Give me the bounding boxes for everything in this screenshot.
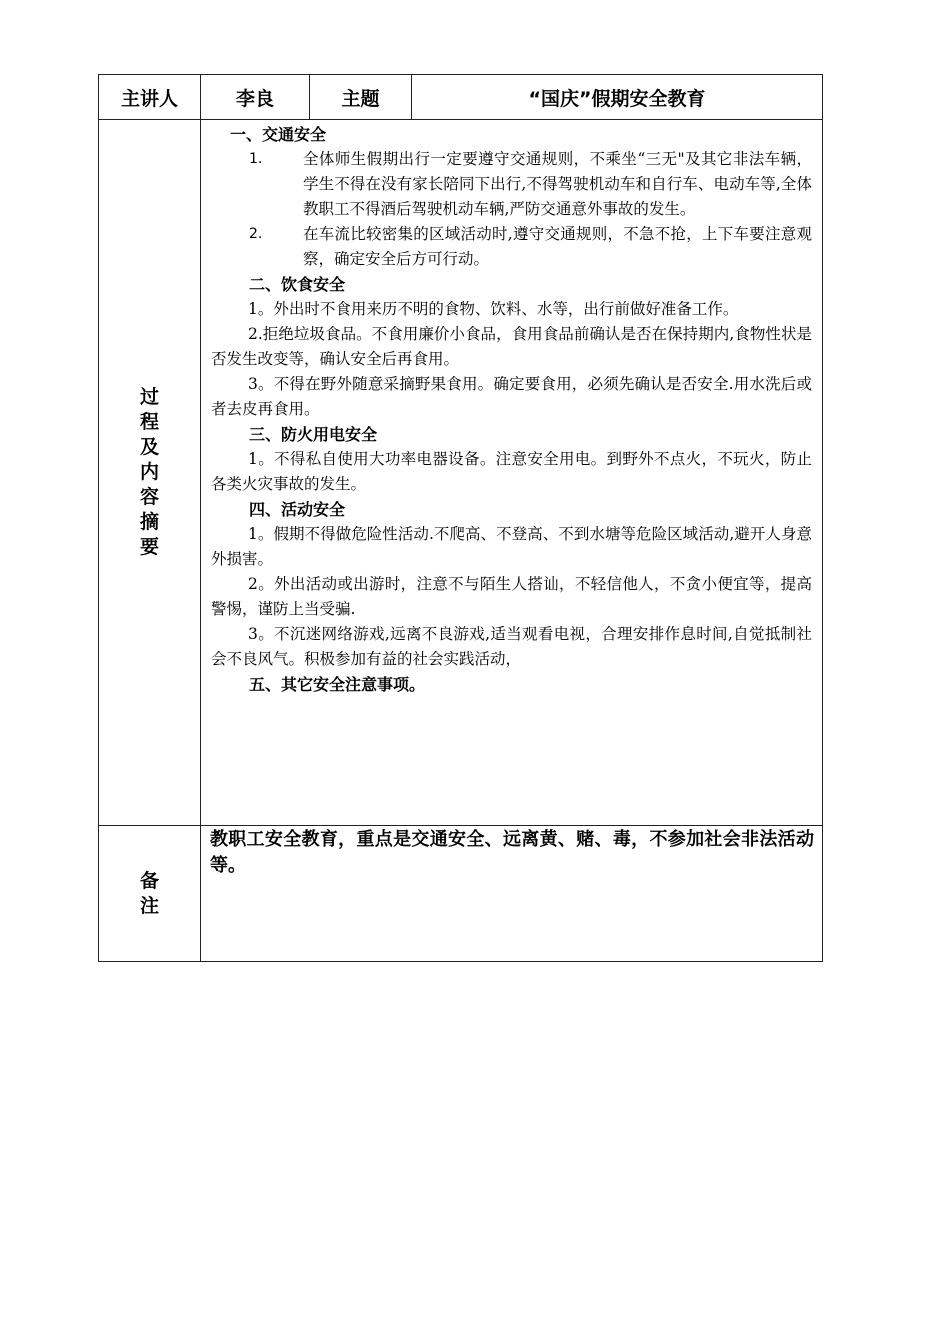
remarks-row bbox=[99, 826, 823, 962]
activity-item: 3。不沉迷网络游戏,远离不良游戏,适当观看电视，合理安排作息时间,自觉抵制社会不良风气。积极参加有益的社会实践活动， bbox=[211, 625, 812, 668]
section-heading-activity: 四、活动安全 bbox=[249, 500, 346, 519]
fire-item: 1。不得私自使用大功率电器设备。注意安全用电。到野外不点火，不玩火，防止各类火灾事故的发生。 bbox=[211, 450, 812, 493]
section-heading-traffic: 一、交通安全 bbox=[230, 125, 327, 144]
food-item: 3。不得在野外随意采摘野果食用。确定要食用，必须先确认是否安全.用水洗后或者去皮再食用。 bbox=[211, 375, 812, 418]
food-item: 1。外出时不食用来历不明的食物、饮料、水等，出行前做好准备工作。 bbox=[248, 300, 739, 318]
header-row bbox=[99, 75, 823, 120]
activity-item: 1。假期不得做危险性活动.不爬高、不登高、不到水塘等危险区域活动,避开人身意外损害。 bbox=[211, 525, 812, 568]
presenter-name: 李良 bbox=[201, 75, 310, 120]
process-content bbox=[201, 120, 823, 826]
remarks-text: 教职工安全教育，重点是交通安全、远离黄、赌、毒，不参加社会非法活动等。 bbox=[210, 829, 814, 876]
traffic-item: 2. 在车流比较密集的区域活动时,遵守交通规则，不急不抢，上下车要注意观察，确定安全后方可行动。 bbox=[249, 225, 812, 268]
traffic-item: 1. 全体师生假期出行一定要遵守交通规则，不乘坐“三无"及其它非法车辆，学生不得在没有家长陪同下出行,不得驾驶机动车和自行车、电动车等,全体教职工不得酒后驾驶机动车辆,严防交通意外事故的发生。 bbox=[249, 150, 812, 218]
activity-item: 2。外出活动或出游时，注意不与陌生人搭讪，不轻信他人，不贪小便宜等，提高警惕，谨防上当受骗. bbox=[211, 575, 812, 618]
process-label: 过 程 及 内 容 摘 要 bbox=[99, 120, 201, 826]
topic-label: 主题 bbox=[310, 75, 412, 120]
section-heading-other: 五、其它安全注意事项。 bbox=[249, 675, 426, 694]
remarks-content bbox=[201, 826, 823, 962]
lesson-record-table bbox=[98, 74, 823, 962]
presenter-label: 主讲人 bbox=[99, 75, 201, 120]
food-item: 2.拒绝垃圾食品。不食用廉价小食品，食用食品前确认是否在保持期内,食物性状是否发生改变等，确认安全后再食用。 bbox=[211, 325, 812, 368]
remarks-label: 备 注 bbox=[99, 826, 201, 962]
topic-value: “国庆”假期安全教育 bbox=[412, 75, 823, 120]
section-heading-fire: 三、防火用电安全 bbox=[249, 425, 378, 444]
process-row bbox=[99, 120, 823, 826]
section-heading-food: 二、饮食安全 bbox=[249, 275, 346, 294]
